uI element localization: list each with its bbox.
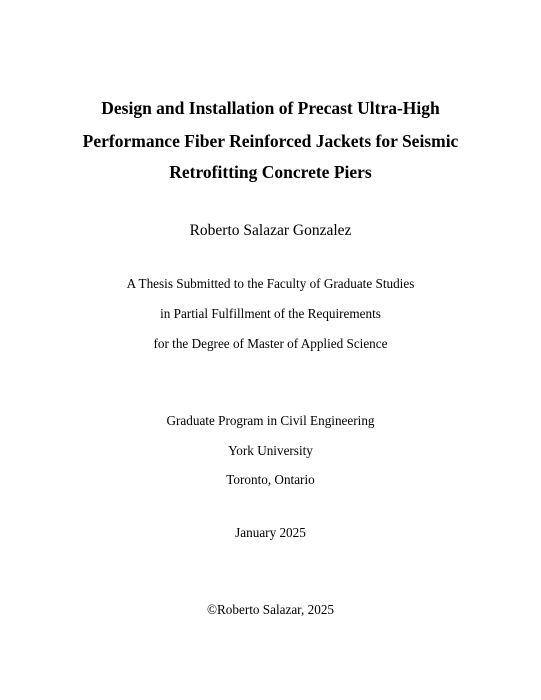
- location-line: Toronto, Ontario: [226, 472, 315, 487]
- copyright-notice: ©Roberto Salazar, 2025: [206, 602, 335, 617]
- submission-line-2: in Partial Fulfillment of the Requirements: [160, 306, 381, 321]
- program-line: Graduate Program in Civil Engineering: [166, 413, 375, 428]
- title-line-3: Retrofitting Concrete Piers: [169, 162, 372, 182]
- submission-line-3: for the Degree of Master of Applied Science: [153, 336, 388, 351]
- submission-line-1: A Thesis Submitted to the Faculty of Graduate Studies: [126, 276, 415, 291]
- title-line-1: Design and Installation of Precast Ultra-High: [101, 98, 440, 118]
- university-line: York University: [228, 443, 313, 458]
- submission-date: January 2025: [235, 525, 306, 540]
- author-name: Roberto Salazar Gonzalez: [189, 222, 352, 239]
- title-line-2: Performance Fiber Reinforced Jackets for Seismic: [82, 131, 459, 151]
